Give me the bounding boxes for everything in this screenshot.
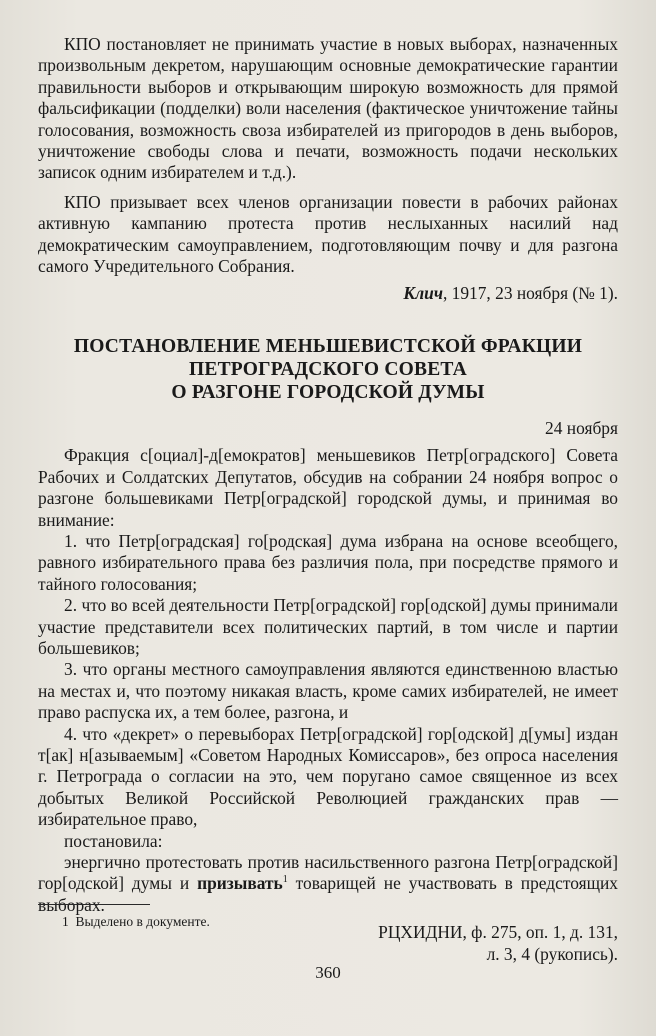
document-heading xyxy=(38,335,618,404)
heading-line-1: ПОСТАНОВЛЕНИЕ МЕНЬШЕВИСТСКОЙ ФРАКЦИИ xyxy=(73,335,583,357)
resolved-label: постановила: xyxy=(64,830,163,851)
footnote-number: 1 xyxy=(62,914,69,929)
footnote-ref: 1 xyxy=(282,874,288,886)
resolution-text-end: товарищей не участвовать в предстоящих выборах. xyxy=(38,873,618,915)
text-column xyxy=(38,34,618,965)
paragraph-kpo-appeal: КПО призывает всех членов организации повести в рабочих районах активную кампанию протеста против неслыханных насилий над демократическим самоуправлением, подготовляющим почву и для разгона самого Учредительного Собрания. xyxy=(38,191,618,277)
footnote-divider xyxy=(38,904,150,905)
list-item-4: 4. что «декрет» о перевыборах Петр[оградской] гор[одской] д[умы] издан т[ак] н[азываемым] «Советом Народных Комиссаров», без опроса населения г. Петрограда о согласии на это, чем поругано самое священное из всех добытых Великой Российской Революцией гражданских прав — избирательное право, xyxy=(38,723,618,830)
archive-line-2: л. 3, 4 (рукопись). xyxy=(486,943,618,964)
archive-line-1: РЦХИДНИ, ф. 275, оп. 1, д. 131, xyxy=(378,922,618,943)
list-item-2: 2. что во всей деятельности Петр[оградской] гор[одской] думы принимали участие представители всех политических партий, в том числе и партии большевиков; xyxy=(38,595,618,658)
footnote xyxy=(62,914,210,930)
source-title: Клич xyxy=(403,283,443,304)
heading-line-2: ПЕТРОГРАДСКОГО СОВЕТА xyxy=(189,358,467,380)
paragraph-intro: Фракция с[оциал]-д[емократов] меньшевиков Петр[оградского] Совета Рабочих и Солдатских Депутатов, обсудив на собрании 24 ноября вопрос о разгоне большевиками Петр[оградской] городской думы, и принимая во внимание: xyxy=(38,445,618,530)
document-date: 24 ноября xyxy=(545,417,618,438)
heading-line-3: О РАЗГОНЕ ГОРОДСКОЙ ДУМЫ xyxy=(171,381,485,403)
page-number: 360 xyxy=(315,963,341,982)
list-item-1: 1. что Петр[оградская] го[родская] дума избрана на основе всеобщего, равного избирательного права без различия пола, при посредстве прямого и тайного голосования; xyxy=(38,530,618,594)
footnote-text: Выделено в документе. xyxy=(75,914,210,929)
source-details: , 1917, 23 ноября (№ 1). xyxy=(442,283,618,304)
resolution-text-start: энергично протестовать против насильственного разгона Петр[оградской] гор[одской] думы и xyxy=(38,852,618,894)
resolution-emphasis: призывать xyxy=(197,873,283,894)
list-item-3: 3. что органы местного самоуправления являются единственною властью на местах и, что поэтому никакая власть, кроме самих избирателей, не имеет право распуска их, а тем более, разгона, и xyxy=(38,659,618,723)
source-citation xyxy=(38,283,618,304)
paragraph-kpo-decision: КПО постановляет не принимать участие в новых выборах, назначенных произвольным декретом, нарушающим основные демократические гарантии правильности выборов и открывающим широкую возможность для прямой фальсификации (подделки) воли населения (фактическое уничтожение тайны голосования, возможность своза избирателей из пригородов в день выборов, уничтожение свободы слова и печати, возможность подачи нескольких записок одним избирателем и т.д.). xyxy=(38,34,618,183)
paragraph-resolution xyxy=(38,852,618,916)
